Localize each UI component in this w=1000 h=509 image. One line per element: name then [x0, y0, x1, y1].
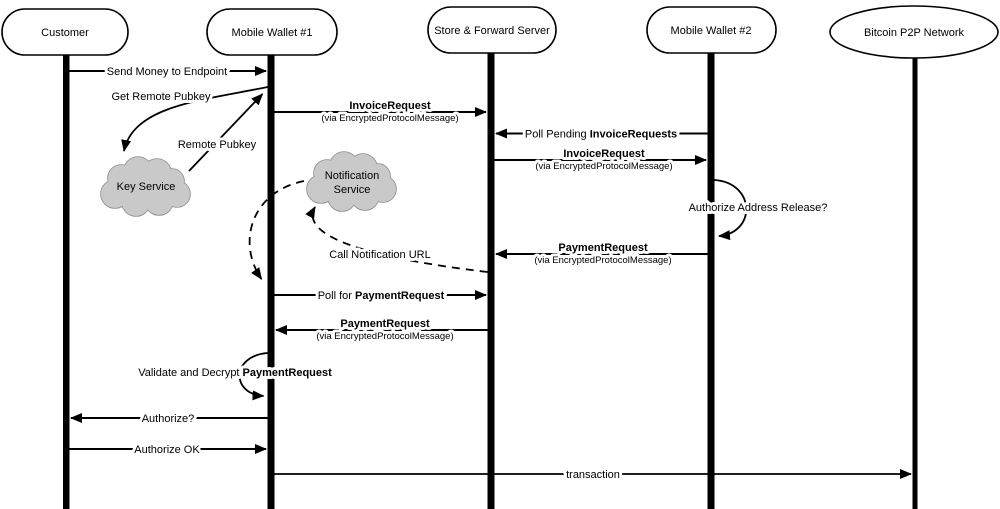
lifeline-store-forward-server: [488, 52, 495, 509]
label-remote-pubkey: Remote Pubkey: [177, 139, 257, 151]
label-call-notification-url: Call Notification URL: [329, 249, 431, 261]
label-transaction: transaction: [566, 469, 620, 481]
lifeline-customer: [63, 54, 70, 509]
label-payment-request-1: PaymentRequest: [558, 242, 648, 254]
label-poll-for-payment: Poll for PaymentRequest: [317, 290, 445, 302]
label-invoice-request-2: InvoiceRequest: [563, 148, 645, 160]
label-authorize-ok: Authorize OK: [134, 444, 200, 456]
label-invoice-request-2-via: (via EncryptedProtocolMessage): [535, 161, 673, 172]
cloud-key-service: [101, 157, 190, 216]
lifeline-mobile-wallet-1: [268, 54, 275, 509]
arrow-remote-pubkey: [189, 94, 263, 171]
arrow-call-notification-url: [313, 207, 488, 272]
actor-mobile-wallet-1: [207, 9, 337, 55]
actor-label: Customer: [41, 27, 89, 39]
label-send-money: Send Money to Endpoint: [106, 66, 228, 78]
label-get-remote-pubkey: Get Remote Pubkey: [111, 91, 211, 103]
label-authorize-question: Authorize?: [141, 413, 195, 425]
actor-label: Bitcoin P2P Network: [863, 27, 965, 39]
cloud-label: Key Service: [116, 181, 176, 193]
label-payment-request-2-via: (via EncryptedProtocolMessage): [316, 331, 454, 342]
label-validate-decrypt: Validate and Decrypt PaymentRequest: [138, 367, 332, 379]
actor-label: Store & Forward Server: [434, 25, 550, 37]
cloud-label-line1: Notification: [324, 170, 380, 182]
actor-mobile-wallet-2: [647, 7, 776, 53]
lifeline-bitcoin-p2p-network: [913, 57, 918, 509]
actor-label: Mobile Wallet #1: [231, 27, 313, 39]
actor-store-forward-server: [428, 7, 556, 53]
label-invoice-request-1: InvoiceRequest: [349, 100, 431, 112]
actor-label: Mobile Wallet #2: [670, 25, 752, 37]
actor-customer: [2, 9, 128, 55]
label-payment-request-1-via: (via EncryptedProtocolMessage): [534, 255, 672, 266]
label-authorize-address-release: Authorize Address Release?: [688, 202, 828, 214]
label-payment-request-2: PaymentRequest: [340, 318, 430, 330]
label-poll-pending: Poll Pending InvoiceRequests: [524, 128, 678, 141]
actor-bitcoin-p2p-network: [830, 6, 998, 58]
label-invoice-request-1-via: (via EncryptedProtocolMessage): [321, 113, 459, 124]
cloud-label-line2: Service: [333, 184, 371, 196]
cloud-notification-service: [307, 152, 396, 211]
lifeline-mobile-wallet-2: [708, 52, 715, 509]
arrow-notify-wallet-1: [250, 181, 304, 279]
